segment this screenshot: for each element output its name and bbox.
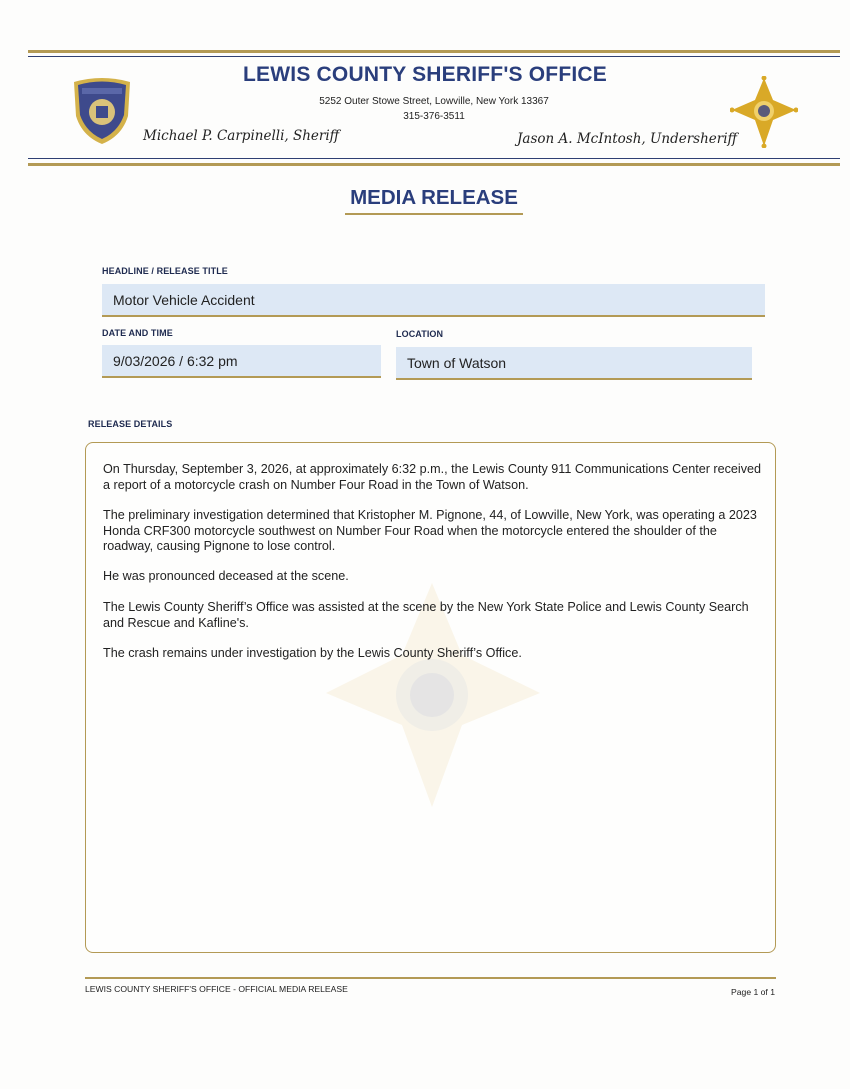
footer-office-label: LEWIS COUNTY SHERIFF'S OFFICE - OFFICIAL MEDIA RELEASE (85, 984, 348, 994)
date-time-field: 9/03/2026 / 6:32 pm (102, 345, 381, 378)
sheriff-signature: Michael P. Carpinelli, Sheriff (143, 128, 340, 144)
headline-label: HEADLINE / RELEASE TITLE (102, 266, 228, 276)
header-top-rule-navy (28, 56, 840, 57)
details-paragraph: On Thursday, September 3, 2026, at approximately 6:32 p.m., the Lewis County 911 Communications Center received a report of a motorcycle crash on Number Four Road in the Town of Watson. (103, 462, 762, 492)
details-paragraph: The crash remains under investigation by the Lewis County Sheriff’s Office. (103, 646, 522, 660)
document-title: MEDIA RELEASE (350, 186, 518, 209)
office-name: LEWIS COUNTY SHERIFF'S OFFICE (243, 63, 607, 86)
document-title-underline (345, 213, 523, 215)
header-bottom-rule-gold (28, 163, 840, 166)
page-number: Page 1 of 1 (731, 987, 775, 997)
release-details-label: RELEASE DETAILS (88, 419, 173, 429)
details-paragraph: He was pronounced deceased at the scene. (103, 569, 349, 583)
undersheriff-signature: Jason A. McIntosh, Undersheriff (517, 131, 738, 147)
location-field: Town of Watson (396, 347, 752, 380)
details-paragraph: The Lewis County Sheriff’s Office was assisted at the scene by the New York State Police and Lewis County Search and Rescue and Kafline's. (103, 600, 749, 630)
header-top-rule-gold (28, 50, 840, 53)
details-paragraph: The preliminary investigation determined that Kristopher M. Pignone, 44, of Lowville, New York, was operating a 2023 Honda CRF300 motorcycle southwest on Number Four Road when the motorcycle entered the shoulder of the roadway, causing Pignone to lose control. (103, 508, 757, 553)
footer-rule (85, 977, 776, 979)
office-phone: 315-376-3511 (403, 111, 465, 122)
headline-field: Motor Vehicle Accident (102, 284, 765, 317)
header-bottom-rule-navy (28, 158, 840, 159)
location-label: LOCATION (396, 329, 444, 339)
office-address: 5252 Outer Stowe Street, Lowville, New York 13367 (319, 96, 549, 107)
date-time-label: DATE AND TIME (102, 328, 173, 338)
